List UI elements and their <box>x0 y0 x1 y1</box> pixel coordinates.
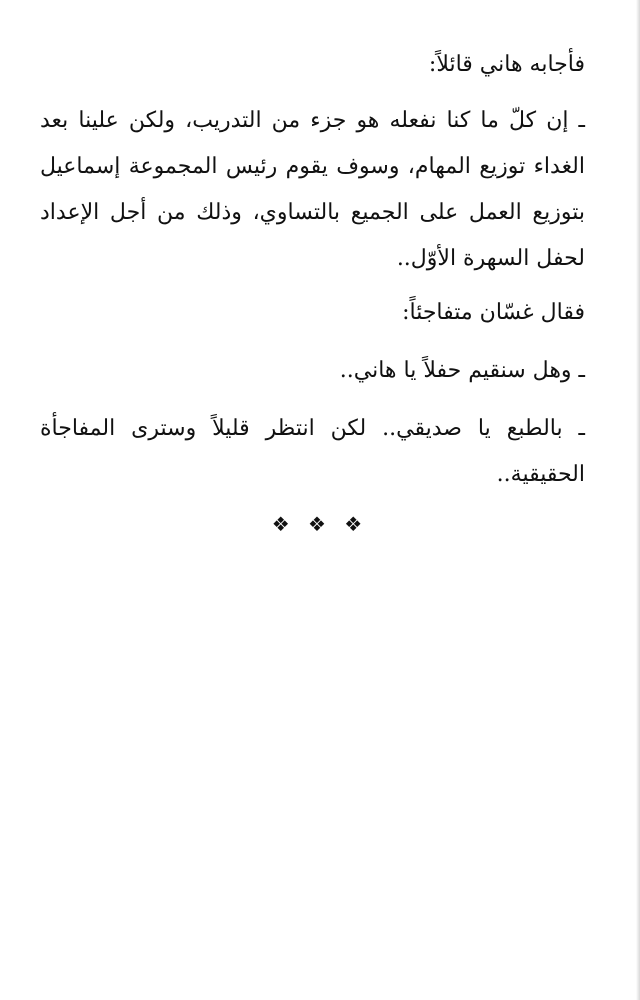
paragraph-ghassan-question: ـ وهل سنقيم حفلاً يا هاني.. <box>339 358 585 383</box>
paragraph-hani-reply: ـ إن كلّ ما كنا نفعله هو جزء من التدريب، ولكن علينا بعد الغداء توزيع المهام، وسوف يقوم رئيس المجموعة إسماعيل بتوزيع العمل على الجميع بالتساوي، وذلك من أجل الإعداد لحفل السهرة الأوّل.. <box>40 108 585 271</box>
dialogue-intro-hani: فأجابه هاني قائلاً: <box>428 52 585 77</box>
section-separator-ornament: ❖ ❖ ❖ <box>271 512 369 536</box>
paragraph-hani-answer: ـ بالطبع يا صديقي.. لكن انتظر قليلاً وسترى المفاجأة الحقيقية.. <box>40 416 585 487</box>
dialogue-intro-ghassan: فقال غسّان متفاجئاً: <box>402 300 585 325</box>
page-edge-shadow <box>636 0 640 1000</box>
